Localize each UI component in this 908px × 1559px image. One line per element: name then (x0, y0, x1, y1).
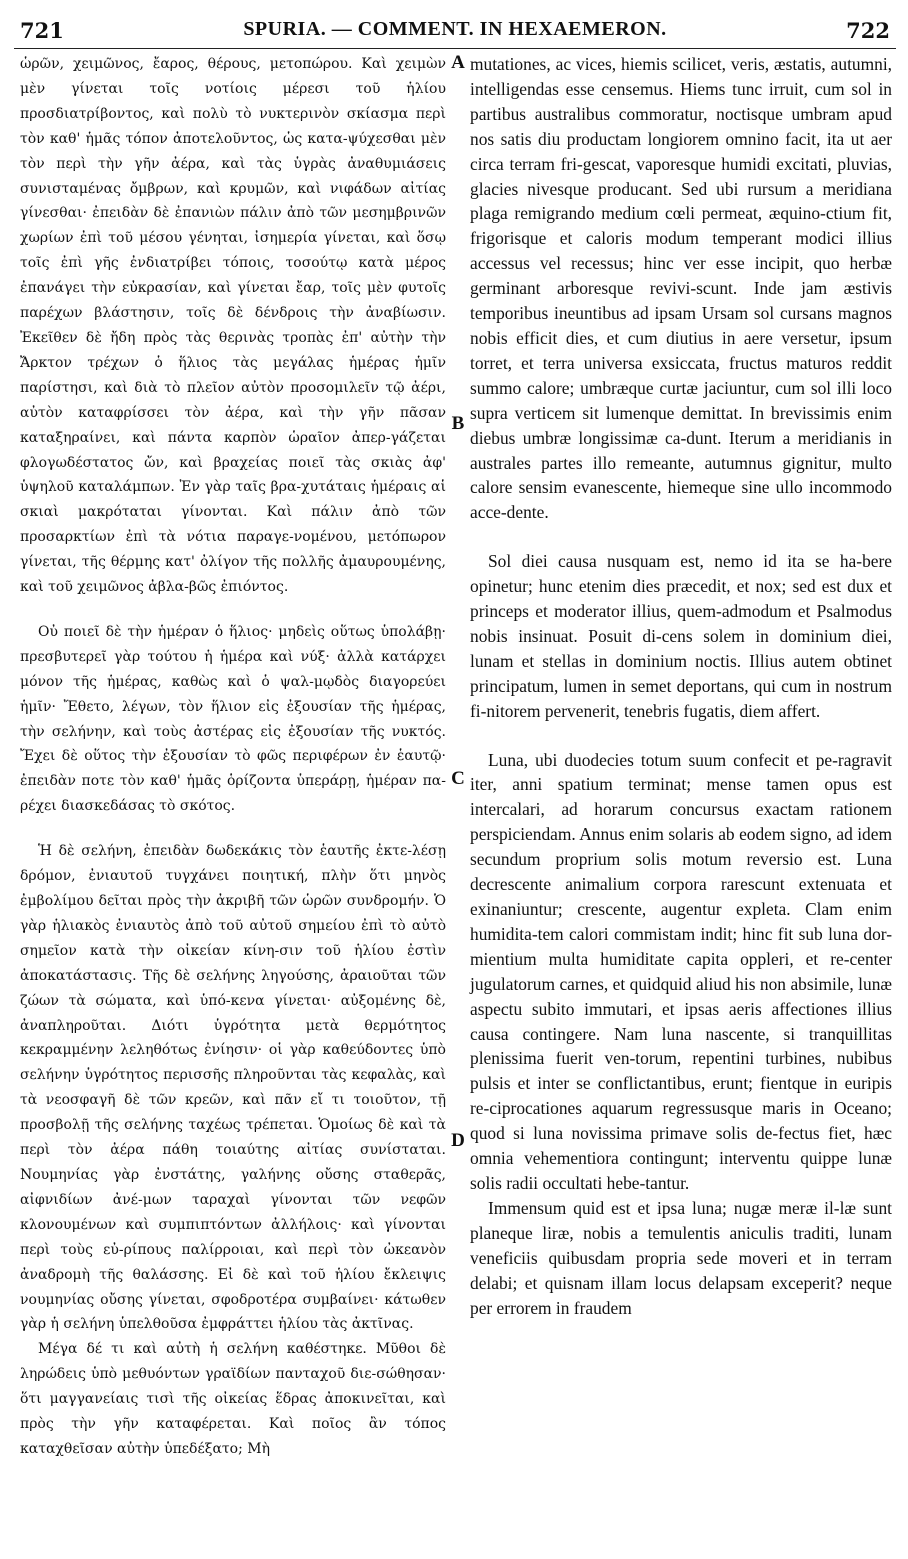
greek-column (20, 52, 446, 1462)
running-title: SPURIA. — COMMENT. IN HEXAEMERON. (243, 18, 667, 40)
latin-paragraph-3: Luna, ubi duodecies totum suum confecit et pe-ragravit iter, anni spatium terminat; mense tamen opus est intercalari, ad horarum concursus exactam rationem perspiciendam. Annus enim solaris ab eodem signo, ad idem secundum proprium solis motum reversio est. Luna decrescente animalium corpora rarescunt extenuata et exinaniuntur; crescente, augentur expleta. Clam enim humidita-tem calori commistam indit; hinc fit sub luna dor-mientium multa humiditate capita oppleri, et re-center jugulatorum carnes, et quidquid aliud his non absimile, lunæ aspectu subito immutari, et ipsas aeris affectiones illius causa contingere. Nam luna nascente, si tranquillitas plenissima fuerit ven-torum, repentini turbines, nubibus pulsis et inter se conflictantibus, erunt; fientque in euripis re-ciprocationes aquarum regressusque maris in Oceano; quod si luna novissima primave solis de-fectus fiet, hæc omnia vehementiora contingunt; interventu quippe lunæ solis radii occultati hebe-tantur. (470, 749, 892, 1193)
section-marker-a: A (451, 52, 465, 73)
greek-paragraph-4: Μέγα δέ τι καὶ αὐτὴ ἡ σελήνη καθέστηκε. Μῦθοι δὲ ληρώδεις ὑπὸ μεθυόντων γραϊδίων πανταχοῦ διε-σώθησαν· ὅτι μαγγανείαις τισὶ τῆς οἰκείας ἕδρας ἀποκινεῖται, καὶ πρὸς τὴν γῆν καταφέρεται. Καὶ ποῖος ἂν τόπος καταχθεῖσαν αὐτὴν ὑπεδέξατο; Μὴ (20, 1341, 446, 1457)
latin-column (470, 52, 892, 1320)
latin-paragraph-1: mutationes, ac vices, hiemis scilicet, veris, æstatis, autumni, intelligendas esse censemus. Hiems tunc irruit, cum sol in partibus australibus commoratur, noctisque umbram apud nos satis diu productam longiorem omnino facit, ita ut aer circa terram fri-gescat, vaporesque humidi excitati, pluvias, glacies nivesque producant. Sed ubi rursum a meridiana plaga remigrando medium cœli permeat, æquino-ctium fit, frigorisque et caloris modum temperant modici illius accessus vel recessus; hinc ver esse incipit, quo herbæ germinant arboresque revivi-scunt. Inde jam æstivis temporibus ineuntibus ad ipsam Ursam sol cursans magnos nobis efficit dies, et cum diutius in aere versetur, ipsum torret, et terra universa exsiccata, fructus maturos reddit summo calore; umbræque curtæ jaciuntur, cum sol illi loco supra verticem sit lumenque demittat. In brevissimis enim diebus umbræ longissimæ ca-dunt. Iterum a meridianis in australes partes illo remeante, autumnus gignitur, multo calore sensim evanescente, hiemeque sine ullo incommodo acce-dente. (470, 54, 892, 523)
page-number-left: 721 (20, 18, 64, 43)
latin-paragraph-4: Immensum quid est et ipsa luna; nugæ meræ il-læ sunt planeque liræ, nobis a temulentis aniculis traditi, lunam veneficiis quibusdam propria sede moveri et in terram delabi; et quisnam illam locus delapsam exceperit? neque per errorem in fraudem (470, 1197, 892, 1318)
section-marker-c: C (451, 768, 465, 789)
running-header (14, 14, 896, 49)
latin-paragraph-2: Sol diei causa nusquam est, nemo id ita se ha-bere opinetur; hunc etenim dies præcedit, et nox; sed est dux et princeps et moderator illius, quem-admodum et Psalmodus nobis insinuat. Posuit di-cens solem in dominium diei, lunam et stellas in dominium noctis. Illius autem obtinet principatum, lumen in semet deportans, qui cum in nostrum fi-nitorem pervenerit, tenebris fugatis, diem affert. (470, 551, 892, 721)
section-marker-b: B (451, 413, 465, 434)
section-marker-d: D (451, 1130, 465, 1151)
greek-paragraph-3: Ἡ δὲ σελήνη, ἐπειδὰν δωδεκάκις τὸν ἑαυτῆς ἐκτε-λέσῃ δρόμον, ἐνιαυτοῦ τυγχάνει ποιητική, πλὴν ὅτι μηνὸς ἐμβολίμου δεῖται πρὸς τὴν ἀκριβῆ τῶν ὡρῶν συνδρομήν. Ὁ γὰρ ἡλιακὸς ἐνιαυτὸς ἀπὸ τοῦ αὐτοῦ σημείου ἐπὶ τὸ αὐτὸ σημεῖον κατὰ τὴν οἰκείαν κίνη-σιν τοῦ ἡλίου ἐστὶν ἀποκατάστασις. Τῆς δὲ σελήνης ληγούσης, ἀραιοῦται τῶν ζώων τὰ σώματα, καὶ ὑπό-κενα γίνεται· αὐξομένης δὲ, ἀναπληροῦται. Διότι ὑγρότητα μετὰ θερμότητος κεκραμμένην λεληθότως ἐνίησιν· οἱ γὰρ καθεύδοντες ὑπὸ σελήνην ὑγρότητος περισσῆς πληροῦνται τὰς κεφαλὰς, καὶ τὰ νεοσφαγῆ δὲ τῶν κρεῶν, καὶ πᾶν εἴ τι τοιοῦτον, τῇ προσβολῇ τῆς σελήνης ταχέως τρέπεται. Ὁμοίως δὲ καὶ τὰ περὶ τὸν ἀέρα πάθη τοιαύτης αἰτίας συνίσταται. Νουμηνίας γὰρ ἐνστάτης, γαλήνης οὔσης σταθερᾶς, αἰφνιδίων ἀνέ-μων ταραχαὶ γίνονται τῶν νεφῶν κλονουμένων καὶ συμπιπτόντων ἀλλήλοις· καὶ γίνονται περὶ τοὺς εὐ-ρίπους παλίρροιαι, καὶ περὶ τὸν ὠκεανὸν ἀναδρομὴ τῆς θαλάσσης. Εἰ δὲ καὶ τοῦ ἡλίου ἔκλειψις νουμηνίας οὔσης γίνεται, σφοδροτέρα συμβαίνει· κάτωθεν γὰρ ἡ σελήνη ὑπελθοῦσα ἐμφράττει ἡλίου τὰς ἀκτῖνας. (20, 843, 446, 1333)
greek-paragraph-1: ὡρῶν, χειμῶνος, ἔαρος, θέρους, μετοπώρου. Καὶ χειμὼν μὲν γίνεται τοῖς νοτίοις μέρεσι τοῦ ἡλίου προσδιατρίβοντος, καὶ πολὺ τὸ νυκτερινὸν σκίασμα περὶ τὸν καθ' ἡμᾶς τόπον ἀποτελοῦντος, ὡς κατα-ψύχεσθαι μὲν τὸν περὶ τὴν γῆν ἀέρα, καὶ τὰς ὑγρὰς ἀναθυμιάσεις συνισταμένας ὄμβρων, καὶ κρυμῶν, καὶ νιφάδων αἰτίας γίνεσθαι· ἐπειδὰν δὲ ἐπανιὼν πάλιν ἀπὸ τῶν μεσημβρινῶν χωρίων ἐπὶ τοῦ μέσου γένηται, ἰσημερία γίνεται, καὶ ὅσῳ τοῖς ἐπὶ γῆς ἐνδιατρίβει τόποις, τοσούτῳ κατὰ μέρος ἐπανάγει τὴν εὐκρασίαν, καὶ γίνεται ἔαρ, τοῖς μὲν φυτοῖς παρέχων βλάστησιν, τοῖς δὲ δένδροις τὴν ἀναβίωσιν. Ἐκεῖθεν δὲ ἤδη πρὸς τὰς θερινὰς τροπὰς ἐπ' αὐτὴν τὴν Ἄρκτον τρέχων ὁ ἥλιος τὰς μεγάλας ἡμέρας ἡμῖν παρίστησι, καὶ διὰ τὸ πλεῖον αὐτὸν προσομιλεῖν τῷ ἀέρι, αὐτὸν καταφρίσσει τὸν ἀέρα, καὶ τὴν γῆν πᾶσαν καταξηραίνει, καὶ πάντα καρπὸν ὡραῖον ἀπερ-γάζεται φλογωδέστατος ὤν, καὶ βραχείας ποιεῖ τὰς σκιὰς ἀφ' ὑψηλοῦ καταλάμπων. Ἐν γὰρ ταῖς βρα-χυτάταις ἡμέραις αἱ σκιαὶ μακρόταται γίνονται. Καὶ πάλιν ἀπὸ τῶν προσαρκτίων ἐπὶ τὰ νότια παραγε-νομένου, μετόπωρον γίνεται, τῆς θέρμης κατ' ὀλίγον τῆς πολλῆς ἀμαυρουμένης, καὶ τοῦ χειμῶνος ἀβλα-βῶς ἐπιόντος. (20, 56, 446, 596)
greek-paragraph-2: Οὐ ποιεῖ δὲ τὴν ἡμέραν ὁ ἥλιος· μηδεὶς οὕτως ὑπολάβῃ· πρεσβυτερεῖ γὰρ τούτου ἡ ἡμέρα καὶ νύξ· ἀλλὰ κατάρχει μόνον τῆς ἡμέρας, καθὼς καὶ ὁ ψαλ-μῳδὸς διαγορεύει ἡμῖν· Ἔθετο, λέγων, τὸν ἥλιον εἰς ἐξουσίαν τῆς ἡμέρας, τὴν σελήνην, καὶ τοὺς ἀστέρας εἰς ἐξουσίαν τῆς νυκτός. Ἔχει δὲ οὕτος τὴν ἐξουσίαν τὸ φῶς περιφέρων ἐν ἑαυτῷ· ἐπειδὰν ποτε τὸν καθ' ἡμᾶς ὁρίζοντα ὑπεράρῃ, ἡμέραν πα-ρέχει διασκεδάσας τὸ σκότος. (20, 623, 446, 815)
page-number-right: 722 (846, 18, 890, 43)
